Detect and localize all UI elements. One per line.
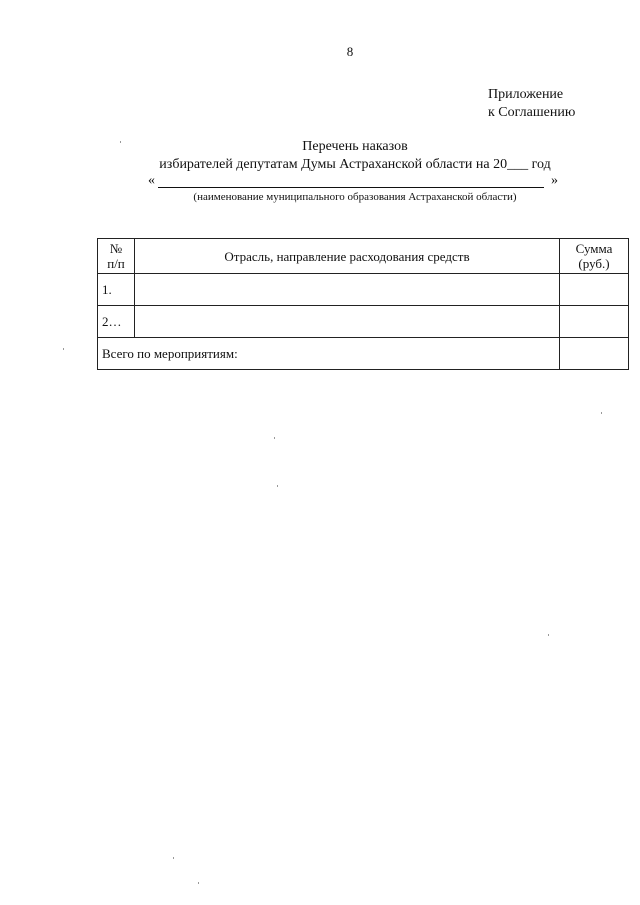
- scan-speck: [173, 857, 174, 859]
- header-number-text: № п/п: [107, 241, 125, 271]
- scan-speck: [548, 634, 549, 636]
- table-row: [98, 306, 629, 338]
- quote-open: «: [148, 173, 155, 188]
- appendix-line-2: к Соглашению: [488, 105, 576, 120]
- row-sum: [560, 274, 629, 306]
- title-line-2: избирателей депутатам Думы Астраханской области на 20___ год: [159, 157, 551, 172]
- header-category: Отрасль, направление расходования средств: [135, 239, 560, 274]
- scan-speck: [120, 141, 121, 143]
- municipality-caption: (наименование муниципального образования Астраханской области): [193, 191, 517, 203]
- quote-close: »: [551, 173, 558, 188]
- scan-speck: [198, 882, 199, 884]
- table-row: [98, 274, 629, 306]
- row-sum: [560, 306, 629, 338]
- title-line-1: Перечень наказов: [302, 139, 408, 154]
- total-sum: [560, 338, 629, 370]
- page-number: 8: [346, 44, 354, 59]
- scan-speck: [63, 348, 64, 350]
- document-title: [0, 138, 640, 174]
- appendix-line-1: Приложение: [488, 87, 564, 102]
- row-category: [135, 274, 560, 306]
- scan-speck: [277, 485, 278, 487]
- orders-table: [97, 238, 629, 370]
- row-number: 2…: [98, 306, 135, 338]
- header-sum: [560, 239, 629, 274]
- table-total-row: [98, 338, 629, 370]
- total-label: Всего по мероприятиям:: [98, 338, 560, 370]
- blank-underline: [158, 187, 544, 188]
- row-number: 1.: [98, 274, 135, 306]
- municipality-blank-line: [148, 173, 558, 191]
- scan-speck: [601, 412, 602, 414]
- appendix-label: [488, 86, 575, 122]
- row-category: [135, 306, 560, 338]
- table-header-row: [98, 239, 629, 274]
- header-sum-text: Сумма (руб.): [575, 241, 613, 271]
- header-number: [98, 239, 135, 274]
- scan-speck: [274, 437, 275, 439]
